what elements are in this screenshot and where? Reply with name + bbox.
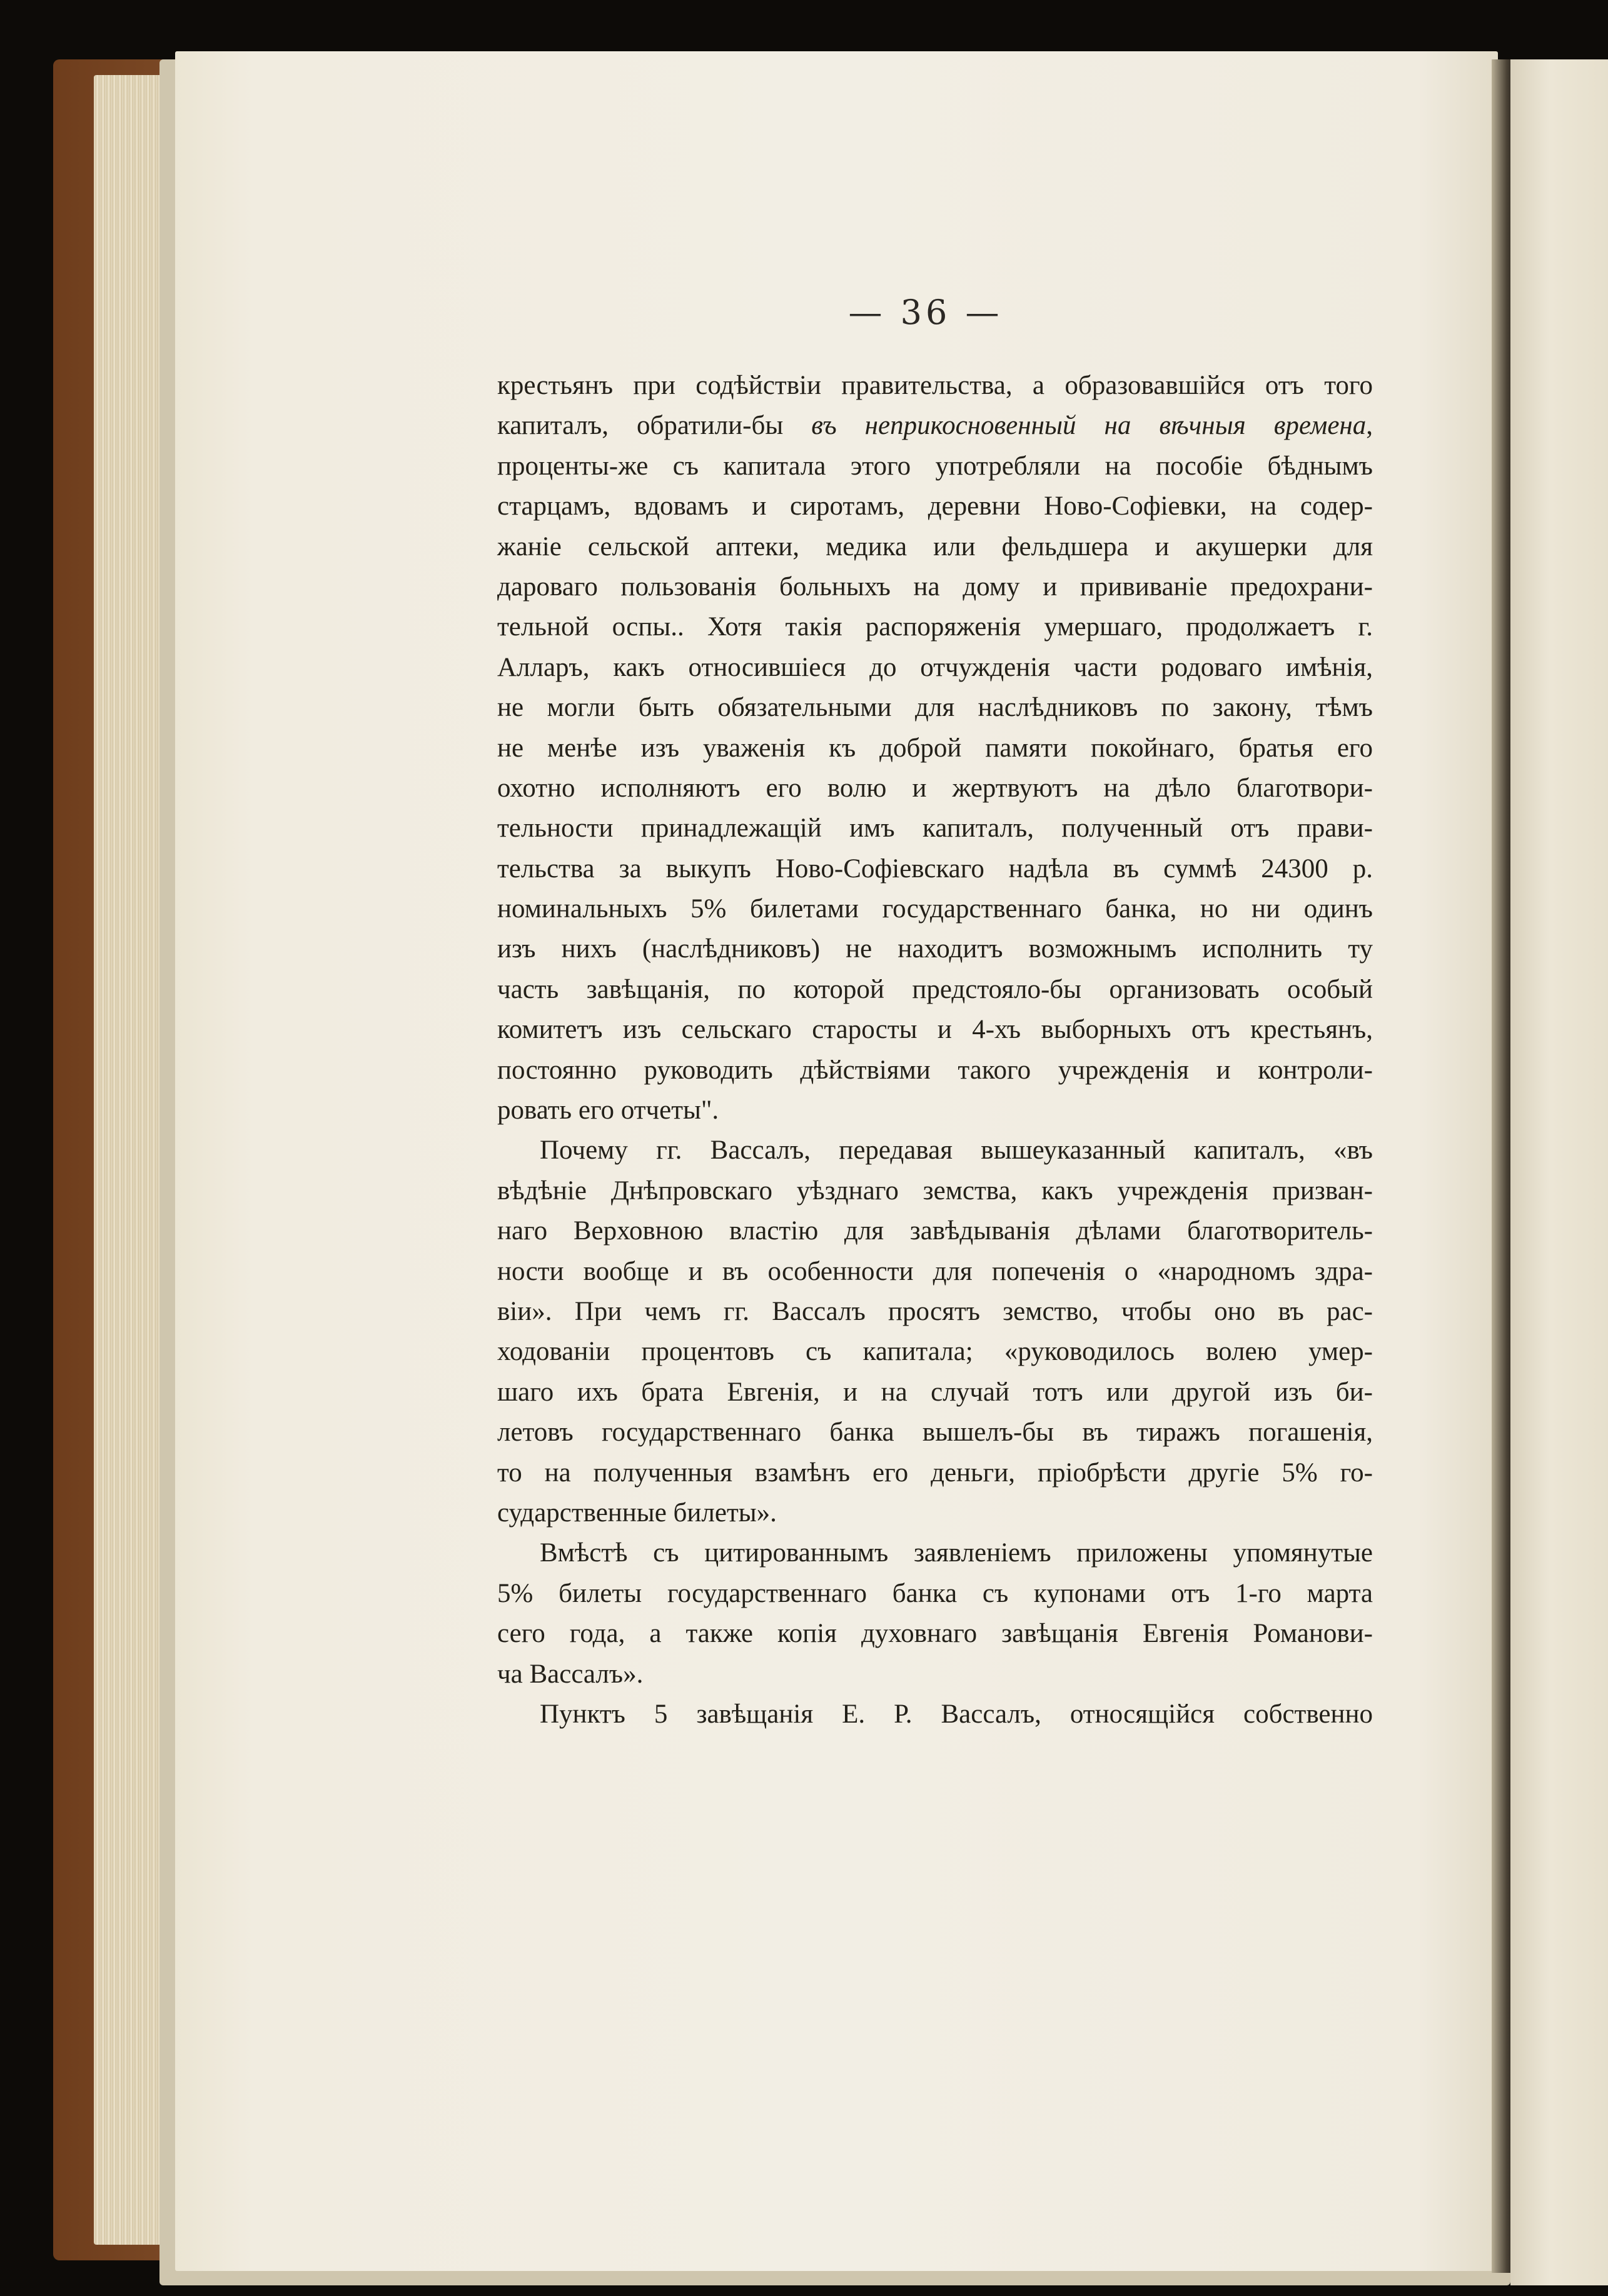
text-line: сего года, а также копія духовнаго завѣщанія Евгенія Романови- — [497, 1619, 1373, 1649]
text-line: ровать его отчеты". — [497, 1095, 719, 1125]
text-line: не менѣе изъ уваженія къ доброй памяти покойнаго, братья его — [497, 733, 1373, 763]
right-page-edge — [1510, 59, 1608, 2285]
text-line: комитетъ изъ сельскаго старосты и 4-хъ выборныхъ отъ крестьянъ, — [497, 1015, 1373, 1045]
text-fragment: , — [1366, 411, 1373, 441]
text-line: старцамъ, вдовамъ и сиротамъ, деревни Ново-Софіевки, на содер- — [497, 491, 1373, 521]
text-line: тельства за выкупъ Ново-Софіевскаго надѣла въ суммѣ 24300 р. — [497, 853, 1373, 884]
text-line: Вмѣстѣ съ цитированнымъ заявленіемъ приложены упомянутые — [540, 1538, 1373, 1568]
text-line: тельной оспы.. Хотя такія распоряженія умершаго, продолжаетъ г. — [497, 612, 1373, 642]
text-line: часть завѣщанія, по которой предстояло-бы организовать особый — [497, 974, 1373, 1004]
text-line — [497, 406, 1373, 446]
text-line: сударственные билеты». — [497, 1498, 777, 1528]
text-line: не могли быть обязательными для наслѣдниковъ по закону, тѣмъ — [497, 693, 1373, 723]
text-line: Алларъ, какъ относившіеся до отчужденія части родоваго имѣнія, — [497, 652, 1373, 682]
text-line: то на полученныя взамѣнъ его деньги, пріобрѣсти другіе 5% го- — [497, 1458, 1373, 1488]
text-line: вѣдѣніе Днѣпровскаго уѣзднаго земства, какъ учрежденія призван- — [497, 1176, 1373, 1206]
text-line: изъ нихъ (наслѣдниковъ) не находитъ возможнымъ исполнить ту — [497, 934, 1373, 964]
text-line: дароваго пользованія больныхъ на дому и прививаніе предохрани- — [497, 571, 1373, 602]
text-line: ности вообще и въ особенности для попеченія о «народномъ здра- — [497, 1256, 1373, 1286]
text-line: летовъ государственнаго банка вышелъ-бы въ тиражъ погашенія, — [497, 1417, 1373, 1448]
text-line: Пунктъ 5 завѣщанія Е. Р. Вассалъ, относящійся собственно — [540, 1699, 1373, 1729]
text-line: крестьянъ при содѣйствіи правительства, а образовавшійся отъ того — [497, 371, 1373, 400]
text-line: віи». При чемъ гг. Вассалъ просятъ земство, чтобы оно въ рас- — [497, 1296, 1373, 1326]
text-line: тельности принадлежащій имъ капиталъ, полученный отъ прави- — [497, 813, 1373, 843]
text-fragment: капиталъ, обратили-бы — [497, 411, 784, 441]
text-line: жаніе сельской аптеки, медика или фельдшера и акушерки для — [497, 531, 1373, 561]
text-line: Почему гг. Вассалъ, передавая вышеуказанный капиталъ, «въ — [540, 1135, 1373, 1166]
text-line: постоянно руководить дѣйствіями такого учрежденія и контроли- — [497, 1055, 1373, 1085]
text-line: проценты-же съ капитала этого употребляли на пособіе бѣднымъ — [497, 451, 1373, 481]
text-line: ходованіи процентовъ съ капитала; «руководилось волею умер- — [497, 1337, 1373, 1367]
text-line: ча Вассалъ». — [497, 1659, 644, 1689]
text-line: номинальныхъ 5% билетами государственнаго банка, но ни одинъ — [497, 894, 1373, 924]
text-line: шаго ихъ брата Евгенія, и на случай тотъ или другой изъ би- — [497, 1377, 1373, 1407]
text-line: 5% билеты государственнаго банка съ купонами отъ 1-го марта — [497, 1578, 1373, 1608]
text-line: наго Верховною властію для завѣдыванія дѣлами благотворитель- — [497, 1216, 1373, 1246]
text-line: охотно исполняютъ его волю и жертвуютъ на дѣло благотвори- — [497, 773, 1373, 803]
page-number: — 36 — — [848, 293, 1003, 332]
body-text — [497, 366, 1373, 1735]
italic-phrase: въ неприкосновенный на вѣчныя времена — [811, 411, 1367, 441]
